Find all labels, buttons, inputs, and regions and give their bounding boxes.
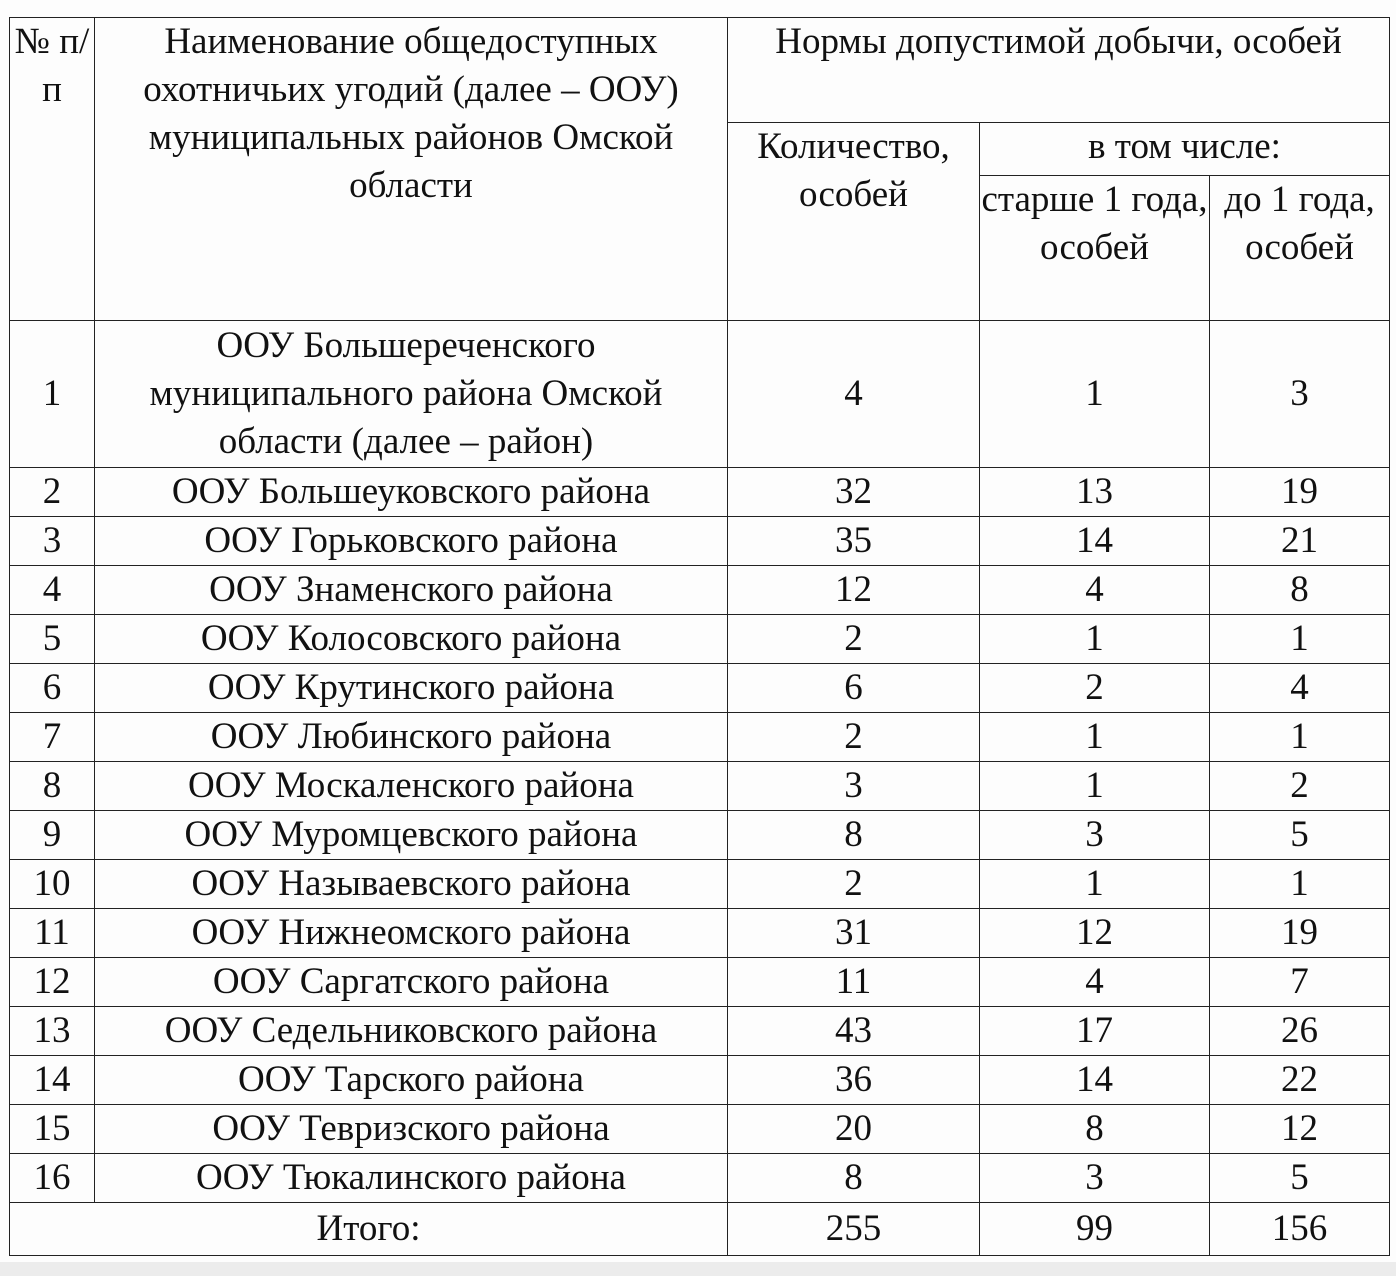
row-name: ООУ Называевского района — [95, 860, 728, 909]
row-younger: 8 — [1210, 566, 1390, 615]
row-older: 1 — [980, 860, 1210, 909]
row-qty: 31 — [728, 909, 980, 958]
row-num: 11 — [10, 909, 95, 958]
row-younger: 1 — [1210, 713, 1390, 762]
row-qty: 8 — [728, 811, 980, 860]
row-younger: 19 — [1210, 468, 1390, 517]
table-row — [10, 517, 1390, 566]
table-row — [10, 958, 1390, 1007]
row-younger: 4 — [1210, 664, 1390, 713]
row-name: ООУ Колосовского района — [95, 615, 728, 664]
row-younger: 1 — [1210, 615, 1390, 664]
table-row — [10, 860, 1390, 909]
row-qty: 2 — [728, 860, 980, 909]
total-label: Итого: — [10, 1203, 728, 1256]
header-name: Наименование общедоступных охотничьих угодий (далее – ООУ) муниципальных районов Омской области — [95, 18, 728, 321]
table-row — [10, 1105, 1390, 1154]
row-older: 3 — [980, 811, 1210, 860]
row-name: ООУ Тарского района — [95, 1056, 728, 1105]
row-younger: 1 — [1210, 860, 1390, 909]
row-qty: 32 — [728, 468, 980, 517]
header-norms: Нормы допустимой добычи, особей — [728, 18, 1390, 123]
table-row — [10, 1154, 1390, 1203]
row-younger: 7 — [1210, 958, 1390, 1007]
row-qty: 2 — [728, 713, 980, 762]
row-older: 14 — [980, 517, 1210, 566]
table-header — [10, 18, 1390, 321]
row-older: 4 — [980, 566, 1210, 615]
table-row — [10, 1007, 1390, 1056]
row-younger: 22 — [1210, 1056, 1390, 1105]
row-name: ООУ Большереченского муниципального района Омской области (далее – район) — [95, 321, 728, 468]
hunting-norms-table — [9, 17, 1390, 1256]
row-younger: 26 — [1210, 1007, 1390, 1056]
row-num: 15 — [10, 1105, 95, 1154]
row-younger: 19 — [1210, 909, 1390, 958]
row-name: ООУ Горьковского района — [95, 517, 728, 566]
row-qty: 2 — [728, 615, 980, 664]
row-older: 4 — [980, 958, 1210, 1007]
row-num: 4 — [10, 566, 95, 615]
row-num: 13 — [10, 1007, 95, 1056]
row-name: ООУ Большеуковского района — [95, 468, 728, 517]
row-name: ООУ Седельниковского района — [95, 1007, 728, 1056]
row-older: 1 — [980, 713, 1210, 762]
row-qty: 36 — [728, 1056, 980, 1105]
table-row — [10, 762, 1390, 811]
table-row — [10, 664, 1390, 713]
row-num: 10 — [10, 860, 95, 909]
row-qty: 11 — [728, 958, 980, 1007]
header-older: старше 1 года, особей — [980, 176, 1210, 321]
row-num: 6 — [10, 664, 95, 713]
header-younger: до 1 года, особей — [1210, 176, 1390, 321]
table-row — [10, 615, 1390, 664]
row-num: 3 — [10, 517, 95, 566]
row-name: ООУ Муромцевского района — [95, 811, 728, 860]
header-num: № п/п — [10, 18, 95, 321]
total-older: 99 — [980, 1203, 1210, 1256]
row-younger: 2 — [1210, 762, 1390, 811]
row-name: ООУ Москаленского района — [95, 762, 728, 811]
row-num: 16 — [10, 1154, 95, 1203]
table-row — [10, 713, 1390, 762]
row-num: 5 — [10, 615, 95, 664]
table-row — [10, 566, 1390, 615]
row-name: ООУ Тевризского района — [95, 1105, 728, 1154]
row-younger: 5 — [1210, 1154, 1390, 1203]
row-qty: 6 — [728, 664, 980, 713]
row-name: ООУ Любинского района — [95, 713, 728, 762]
table-row — [10, 1056, 1390, 1105]
row-qty: 3 — [728, 762, 980, 811]
row-younger: 12 — [1210, 1105, 1390, 1154]
row-older: 12 — [980, 909, 1210, 958]
row-qty: 12 — [728, 566, 980, 615]
table-row — [10, 909, 1390, 958]
table-row — [10, 811, 1390, 860]
row-num: 7 — [10, 713, 95, 762]
row-qty: 35 — [728, 517, 980, 566]
total-qty: 255 — [728, 1203, 980, 1256]
row-num: 14 — [10, 1056, 95, 1105]
row-younger: 3 — [1210, 321, 1390, 468]
row-younger: 5 — [1210, 811, 1390, 860]
row-name: ООУ Крутинского района — [95, 664, 728, 713]
table-body — [10, 321, 1390, 1256]
row-older: 1 — [980, 762, 1210, 811]
row-name: ООУ Тюкалинского района — [95, 1154, 728, 1203]
row-num: 1 — [10, 321, 95, 468]
row-older: 2 — [980, 664, 1210, 713]
row-older: 8 — [980, 1105, 1210, 1154]
row-older: 1 — [980, 615, 1210, 664]
table-row — [10, 468, 1390, 517]
row-num: 2 — [10, 468, 95, 517]
row-older: 13 — [980, 468, 1210, 517]
row-name: ООУ Саргатского района — [95, 958, 728, 1007]
row-name: ООУ Знаменского района — [95, 566, 728, 615]
row-older: 3 — [980, 1154, 1210, 1203]
row-qty: 4 — [728, 321, 980, 468]
row-younger: 21 — [1210, 517, 1390, 566]
table-row — [10, 321, 1390, 468]
page-bottom-strip — [0, 1262, 1396, 1276]
header-including: в том числе: — [980, 123, 1390, 176]
row-qty: 8 — [728, 1154, 980, 1203]
header-qty: Количество, особей — [728, 123, 980, 321]
row-num: 8 — [10, 762, 95, 811]
row-num: 9 — [10, 811, 95, 860]
row-name: ООУ Нижнеомского района — [95, 909, 728, 958]
row-qty: 43 — [728, 1007, 980, 1056]
row-older: 1 — [980, 321, 1210, 468]
row-older: 17 — [980, 1007, 1210, 1056]
row-qty: 20 — [728, 1105, 980, 1154]
row-older: 14 — [980, 1056, 1210, 1105]
row-num: 12 — [10, 958, 95, 1007]
total-younger: 156 — [1210, 1203, 1390, 1256]
total-row — [10, 1203, 1390, 1256]
